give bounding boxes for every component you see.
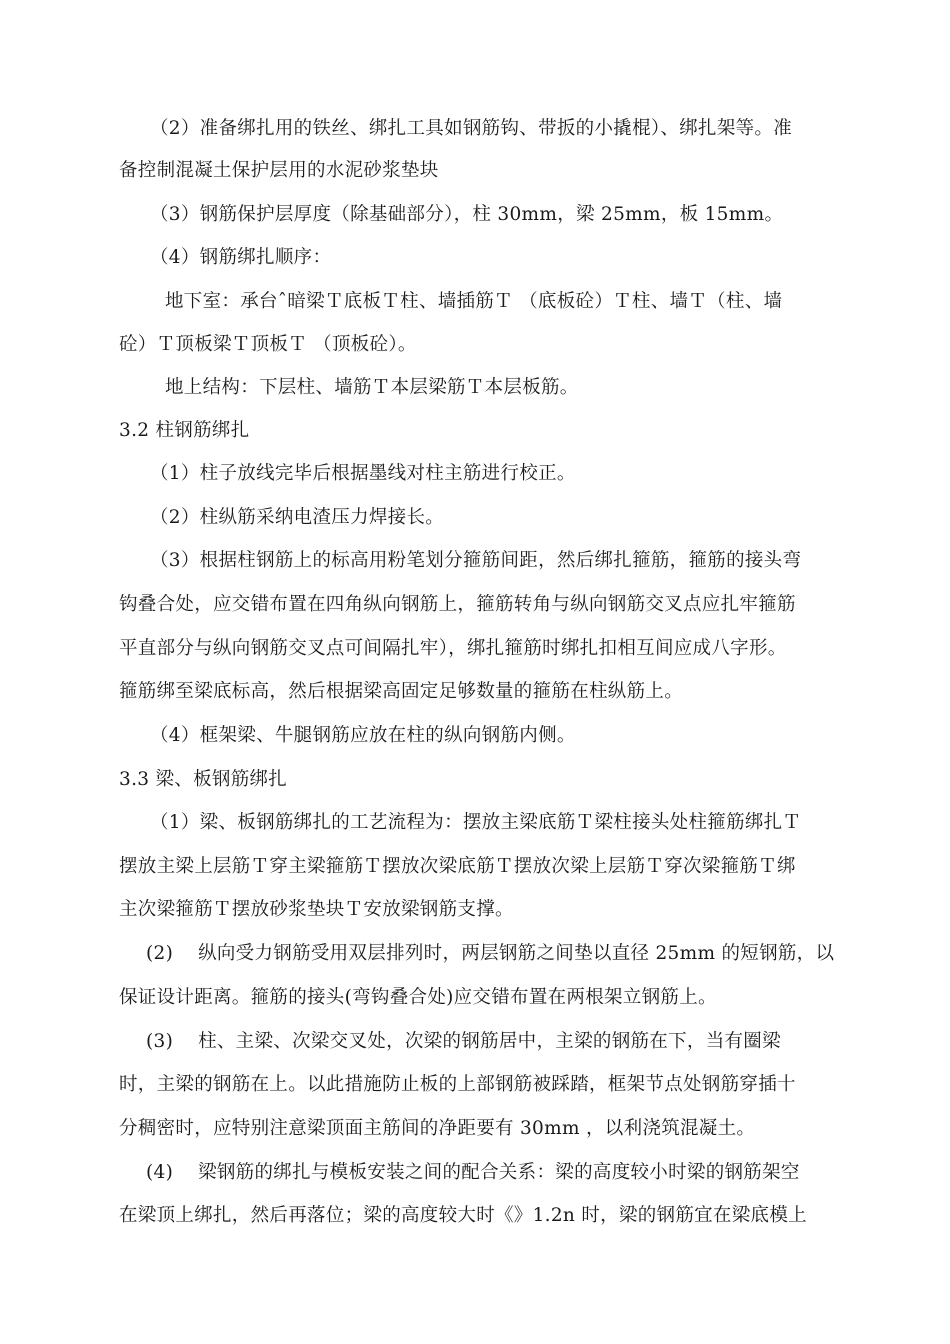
text-line: （2）柱纵筋采纳电渣压力焊接长。 — [150, 507, 445, 528]
section-heading: 3.2 柱钢筋绑扎 — [119, 420, 250, 441]
text-line: （1）梁、板钢筋绑扎的工艺流程为：摆放主梁底筋Ｔ梁柱接头处柱箍筋绑扎Ｔ — [150, 812, 802, 833]
text-line: 摆放主梁上层筋Ｔ穿主梁箍筋Ｔ摆放次梁底筋Ｔ摆放次梁上层筋Ｔ穿次梁箍筋Ｔ绑 — [119, 856, 796, 877]
text-line: 平直部分与纵向钢筋交叉点可间隔扎牢），绑扎箍筋时绑扎扣相互间应成八字形。 — [119, 638, 787, 659]
section-heading: 3.3 梁、板钢筋绑扎 — [119, 769, 288, 790]
text-line: 主次梁箍筋Ｔ摆放砂浆垫块Ｔ安放梁钢筋支撑。 — [119, 899, 514, 920]
text-line: （3）根据柱钢筋上的标高用粉笔划分箍筋间距，然后绑扎箍筋，箍筋的接头弯 — [150, 550, 802, 571]
text-line: 地上结构：下层柱、墙筋Ｔ本层梁筋Ｔ本层板筋。 — [165, 377, 579, 398]
text-line: 备控制混凝土保护层用的水泥砂浆垫块 — [119, 160, 439, 181]
text-line: （1）柱子放线完毕后根据墨线对柱主筋进行校正。 — [150, 463, 576, 484]
text-line: 保证设计距离。箍筋的接头(弯钩叠合处)应交错布置在两根架立钢筋上。 — [119, 987, 717, 1008]
text-line: （3）钢筋保护层厚度（除基础部分），柱 30mm，梁 25mm，板 15mm。 — [150, 204, 784, 225]
text-line: （4）钢筋绑扎顺序： — [150, 247, 332, 268]
text-line: (4) 梁钢筋的绑扎与模板安装之间的配合关系：梁的高度较小时梁的钢筋架空 — [146, 1162, 800, 1183]
text-line: （4）框架梁、牛腿钢筋应放在柱的纵向钢筋内侧。 — [150, 725, 576, 746]
text-line: (2) 纵向受力钢筋受用双层排列时，两层钢筋之间垫以直径 25mm 的短钢筋，以 — [146, 943, 835, 964]
text-line: 在梁顶上绑扎，然后再落位；梁的高度较大时《》1.2n 时，梁的钢筋宜在梁底模上 — [119, 1205, 807, 1226]
text-line: （2）准备绑扎用的铁丝、绑扎工具如钢筋钩、带扳的小撬棍）、绑扎架等。准 — [150, 118, 793, 139]
text-line: 地下室：承台ˆ暗梁Ｔ底板Ｔ柱、墙插筋Ｔ （底板砼）Ｔ柱、墙Ｔ（柱、墙 — [165, 291, 783, 312]
text-line: 时，主梁的钢筋在上。以此措施防止板的上部钢筋被踩踏，框架节点处钢筋穿插十 — [119, 1074, 796, 1095]
text-line: 箍筋绑至梁底标高，然后根据梁高固定足够数量的箍筋在柱纵筋上。 — [119, 681, 684, 702]
text-line: (3) 柱、主梁、次梁交叉处，次梁的钢筋居中，主梁的钢筋在下，当有圈梁 — [146, 1031, 781, 1052]
text-line: 分稠密时，应特别注意梁顶面主筋间的净距要有 30mm ，以利浇筑混凝土。 — [119, 1118, 756, 1139]
text-line: 钩叠合处，应交错布置在四角纵向钢筋上，箍筋转角与纵向钢筋交叉点应扎牢箍筋 — [119, 594, 796, 615]
text-line: 砼）Ｔ顶板梁Ｔ顶板Ｔ （顶板砼）。 — [119, 334, 417, 355]
